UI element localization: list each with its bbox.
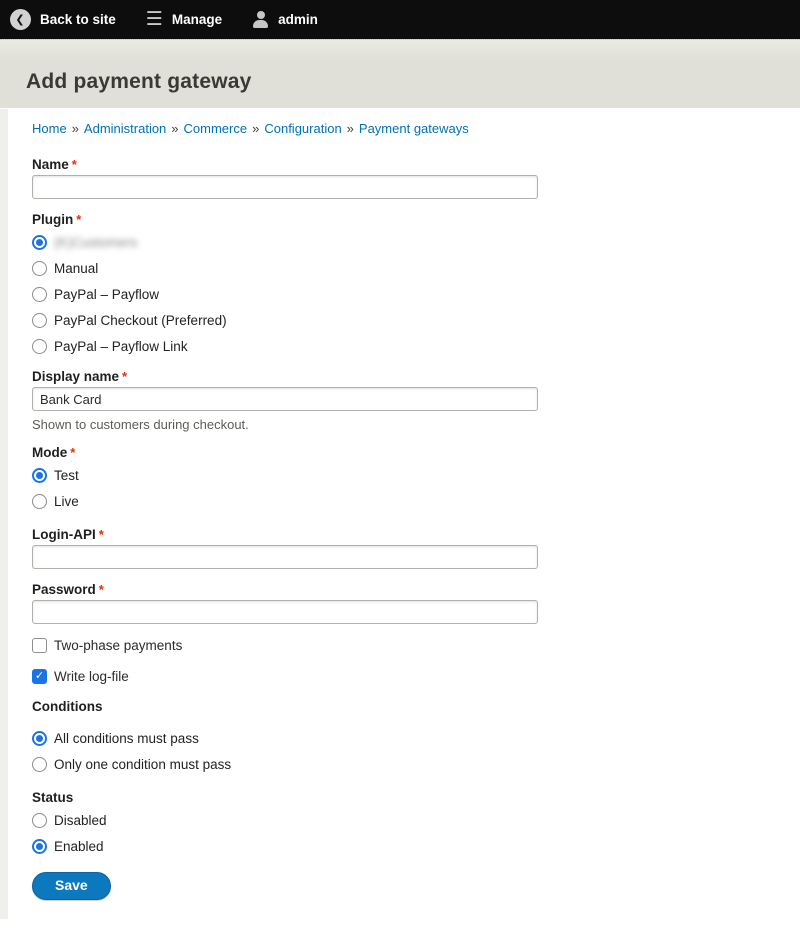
plugin-option-redacted[interactable] — [32, 229, 800, 255]
breadcrumb-separator: » — [346, 121, 354, 136]
checkbox-checked-icon[interactable] — [32, 669, 47, 684]
conditions-option-only-one-label: Only one condition must pass — [54, 756, 232, 772]
conditions-label: Conditions — [32, 699, 103, 714]
admin-user-label: admin — [278, 12, 318, 27]
conditions-field-group — [32, 699, 800, 777]
login-api-label: Login-API * — [32, 527, 104, 542]
plugin-option-paypal-checkout[interactable] — [32, 307, 800, 333]
plugin-option-paypal-payflow-link[interactable] — [32, 333, 800, 359]
breadcrumb-separator: » — [252, 121, 260, 136]
two-phase-payments-label: Two-phase payments — [54, 637, 183, 653]
status-option-enabled-label: Enabled — [54, 838, 104, 854]
required-marker: * — [98, 582, 104, 597]
user-icon — [252, 11, 269, 28]
breadcrumb — [32, 121, 800, 136]
radio-icon[interactable] — [32, 813, 47, 828]
status-option-enabled[interactable] — [32, 833, 800, 859]
mode-option-test-label: Test — [54, 467, 79, 483]
radio-icon[interactable] — [32, 757, 47, 772]
plugin-option-paypal-checkout-label: PayPal Checkout (Preferred) — [54, 312, 227, 328]
admin-toolbar — [0, 0, 800, 39]
mode-option-test[interactable] — [32, 462, 800, 488]
radio-selected-icon[interactable] — [32, 731, 47, 746]
name-field-group — [32, 157, 800, 199]
plugin-option-paypal-payflow-link-label: PayPal – Payflow Link — [54, 338, 188, 354]
radio-selected-icon[interactable] — [32, 235, 47, 250]
plugin-option-manual-label: Manual — [54, 260, 99, 276]
mode-field-group — [32, 445, 800, 514]
back-circle-icon: ❮ — [10, 9, 31, 30]
radio-icon[interactable] — [32, 261, 47, 276]
status-option-disabled[interactable] — [32, 807, 800, 833]
mode-label: Mode * — [32, 445, 76, 460]
required-marker: * — [98, 527, 104, 542]
breadcrumb-link-commerce[interactable]: Commerce — [183, 121, 248, 136]
radio-icon[interactable] — [32, 313, 47, 328]
radio-selected-icon[interactable] — [32, 839, 47, 854]
breadcrumb-link-configuration[interactable]: Configuration — [264, 121, 342, 136]
mode-option-live-label: Live — [54, 493, 79, 509]
breadcrumb-separator: » — [171, 121, 179, 136]
status-option-disabled-label: Disabled — [54, 812, 107, 828]
breadcrumb-link-home[interactable]: Home — [32, 121, 67, 136]
back-to-site-button[interactable] — [10, 9, 116, 30]
display-name-input[interactable] — [32, 387, 538, 411]
conditions-option-only-one[interactable] — [32, 751, 800, 777]
display-name-label: Display name * — [32, 369, 128, 384]
required-marker: * — [76, 212, 82, 227]
radio-selected-icon[interactable] — [32, 468, 47, 483]
checkbox-unchecked-icon[interactable] — [32, 638, 47, 653]
plugin-field-group — [32, 212, 800, 359]
write-log-file-checkbox-row[interactable] — [32, 666, 800, 686]
password-label: Password * — [32, 582, 104, 597]
plugin-option-manual[interactable] — [32, 255, 800, 281]
page-edge-decoration — [0, 109, 8, 919]
status-options — [32, 807, 800, 859]
conditions-options — [32, 725, 800, 777]
required-marker: * — [122, 369, 128, 384]
breadcrumb-separator: » — [71, 121, 79, 136]
page-header — [0, 39, 800, 108]
page-title: Add payment gateway — [26, 70, 252, 93]
hamburger-icon: ☰ — [145, 9, 163, 30]
mode-option-live[interactable] — [32, 488, 800, 514]
radio-icon[interactable] — [32, 494, 47, 509]
required-marker: * — [70, 445, 76, 460]
name-label: Name * — [32, 157, 77, 172]
admin-user-button[interactable] — [252, 11, 318, 28]
password-field-group — [32, 582, 800, 624]
plugin-option-paypal-payflow-label: PayPal – Payflow — [54, 286, 160, 302]
two-phase-payments-checkbox-row[interactable] — [32, 635, 800, 655]
login-api-input[interactable] — [32, 545, 538, 569]
save-button[interactable]: Save — [32, 872, 111, 900]
conditions-option-all[interactable] — [32, 725, 800, 751]
manage-label: Manage — [171, 12, 223, 27]
plugin-label: Plugin * — [32, 212, 82, 227]
mode-options — [32, 462, 800, 514]
main-content — [0, 108, 800, 900]
required-marker: * — [71, 157, 77, 172]
name-input[interactable] — [32, 175, 538, 199]
plugin-option-redacted-label: (K)Customers — [54, 234, 138, 250]
login-api-field-group — [32, 527, 800, 569]
radio-icon[interactable] — [32, 339, 47, 354]
plugin-option-paypal-payflow[interactable] — [32, 281, 800, 307]
status-field-group — [32, 790, 800, 859]
display-name-field-group — [32, 369, 800, 432]
write-log-file-label: Write log-file — [54, 668, 129, 684]
password-input[interactable] — [32, 600, 538, 624]
display-name-description: Shown to customers during checkout. — [32, 417, 249, 432]
breadcrumb-link-administration[interactable]: Administration — [83, 121, 167, 136]
status-label: Status — [32, 790, 74, 805]
conditions-option-all-label: All conditions must pass — [54, 730, 199, 746]
back-to-site-label: Back to site — [40, 12, 116, 27]
breadcrumb-link-payment-gateways[interactable]: Payment gateways — [358, 121, 469, 136]
manage-menu-button[interactable] — [146, 10, 222, 29]
radio-icon[interactable] — [32, 287, 47, 302]
plugin-options — [32, 229, 800, 359]
